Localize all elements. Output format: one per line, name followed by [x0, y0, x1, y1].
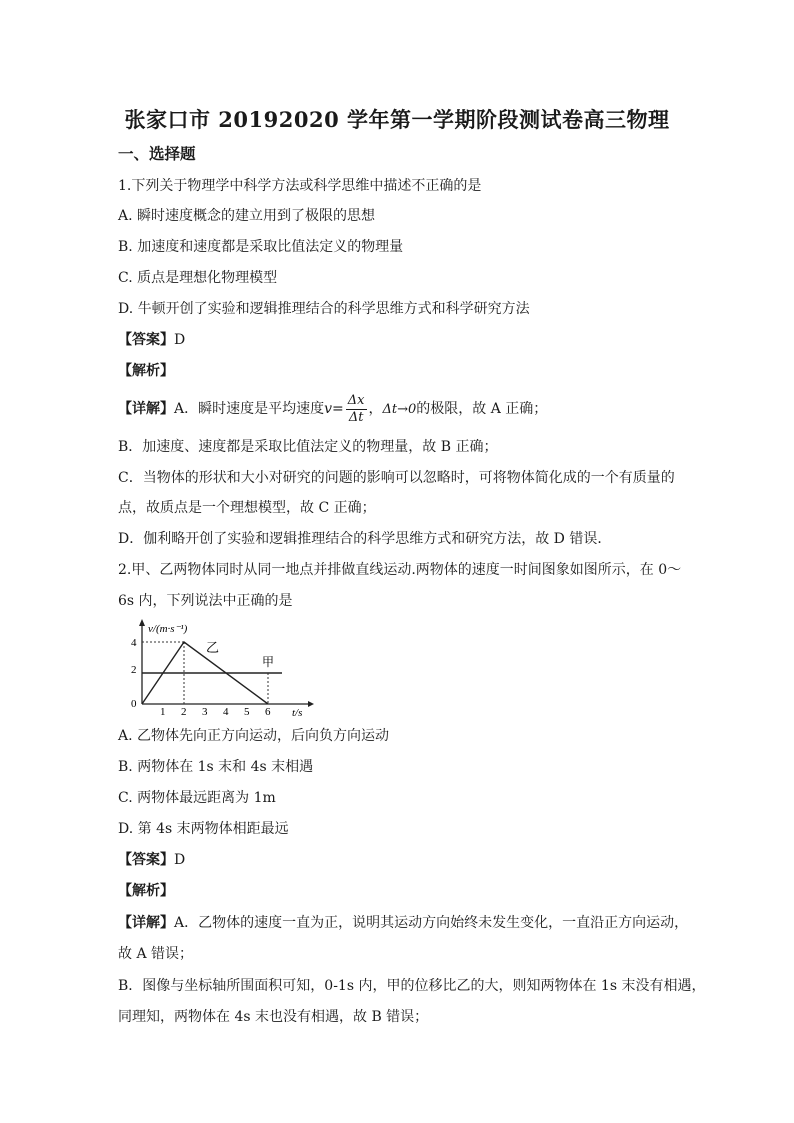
series-jia-label: 甲 — [262, 655, 275, 669]
q2-detail-a1 — [118, 913, 688, 933]
q1-option-c: C. 质点是理想化物理模型 — [118, 270, 278, 286]
q1-detail-a — [118, 392, 547, 427]
velocity-fraction — [346, 393, 367, 426]
limit-expression: Δt→0 — [382, 402, 417, 417]
q2-answer: D — [174, 852, 186, 868]
q1-detail-d: D．伽利略开创了实验和逻辑推理结合的科学思维方式和研究方法，故 D 错误． — [118, 531, 612, 547]
fraction-numerator: Δx — [347, 392, 365, 408]
q2-answer-tag: 【答案】 — [118, 852, 174, 868]
q1-answer: D — [174, 332, 186, 348]
q1-answer-line — [118, 330, 185, 350]
q1-analysis-tag: 【解析】 — [118, 363, 174, 379]
q2-detail-tag: 【详解】 — [118, 915, 174, 931]
y-tick-4: 4 — [131, 637, 137, 649]
q2-option-a: A. 乙物体先向正方向运动，后向负方向运动 — [118, 728, 390, 744]
q2-option-d: D. 第 4s 末两物体相距最远 — [118, 821, 289, 837]
q1-answer-tag: 【答案】 — [118, 332, 174, 348]
x-axis-arrow — [308, 701, 314, 707]
series-yi-label: 乙 — [206, 641, 220, 656]
q1-detail-b: B．加速度、速度都是采取比值法定义的物理量，故 B 正确； — [118, 439, 498, 455]
equals-sign: = — [332, 401, 344, 417]
q1-option-b: B. 加速度和速度都是采取比值法定义的物理量 — [118, 239, 404, 255]
y-tick-2: 2 — [131, 664, 137, 676]
x-tick-4: 4 — [223, 706, 229, 718]
x-tick-3: 3 — [202, 706, 208, 718]
q2-option-c: C. 两物体最远距离为 1m — [118, 790, 276, 806]
velocity-symbol: v — [324, 401, 333, 417]
x-tick-5: 5 — [244, 706, 250, 718]
q2-option-b: B. 两物体在 1s 末和 4s 末相遇 — [118, 759, 314, 775]
section-heading: 一、选择题 — [118, 144, 196, 163]
q2-detail-a2: 故 A 错误； — [118, 946, 194, 962]
origin-label: 0 — [131, 698, 137, 710]
q1-detail-a-pre: A．瞬时速度是平均速度 — [174, 401, 325, 417]
q2-stem-1: 2.甲、乙两物体同时从同一地点并排做直线运动.两物体的速度一时间图象如图所示，在 0～ — [118, 562, 682, 578]
fraction-denominator: Δt — [348, 409, 364, 425]
q2-stem-2: 6s 内，下列说法中正确的是 — [118, 593, 293, 609]
q1-detail-a-end: 的极限，故 A 正确； — [416, 401, 548, 417]
y-axis-arrow — [139, 619, 145, 626]
q1-stem: 1.下列关于物理学中科学方法或科学思维中描述不正确的是 — [118, 178, 482, 194]
q2-detail-b2: 同理知，两物体在 4s 末也没有相遇，故 B 错误； — [118, 1009, 429, 1025]
q2-detail-b1: B．图像与坐标轴所围面积可知，0-1s 内，甲的位移比乙的大，则知两物体在 1s 末没有相遇， — [118, 978, 706, 994]
velocity-time-graph — [126, 618, 316, 718]
q1-option-a: A. 瞬时速度概念的建立用到了极限的思想 — [118, 208, 376, 224]
x-tick-1: 1 — [160, 706, 166, 718]
q1-option-d: D. 牛顿开创了实验和逻辑推理结合的科学思维方式和科学研究方法 — [118, 301, 530, 317]
q1-detail-tag: 【详解】 — [118, 401, 174, 417]
x-tick-6: 6 — [265, 706, 271, 718]
page-title: 张家口市 20192020 学年第一学期阶段测试卷高三物理 — [124, 107, 670, 132]
x-axis-label: t/s — [292, 707, 303, 718]
q1-detail-c1: C．当物体的形状和大小对研究的问题的影响可以忽略时，可将物体简化成的一个有质量的 — [118, 470, 675, 486]
x-tick-2: 2 — [181, 706, 187, 718]
q2-answer-line — [118, 850, 185, 870]
q1-detail-a-post: ， — [368, 401, 383, 417]
q2-detail-a1-text: A．乙物体的速度一直为正，说明其运动方向始终未发生变化，一直沿正方向运动， — [174, 915, 689, 931]
q1-detail-c2: 点，故质点是一个理想模型，故 C 正确； — [118, 500, 376, 516]
q2-analysis-tag: 【解析】 — [118, 883, 174, 899]
y-axis-label: v/(m·s⁻¹) — [148, 623, 188, 635]
